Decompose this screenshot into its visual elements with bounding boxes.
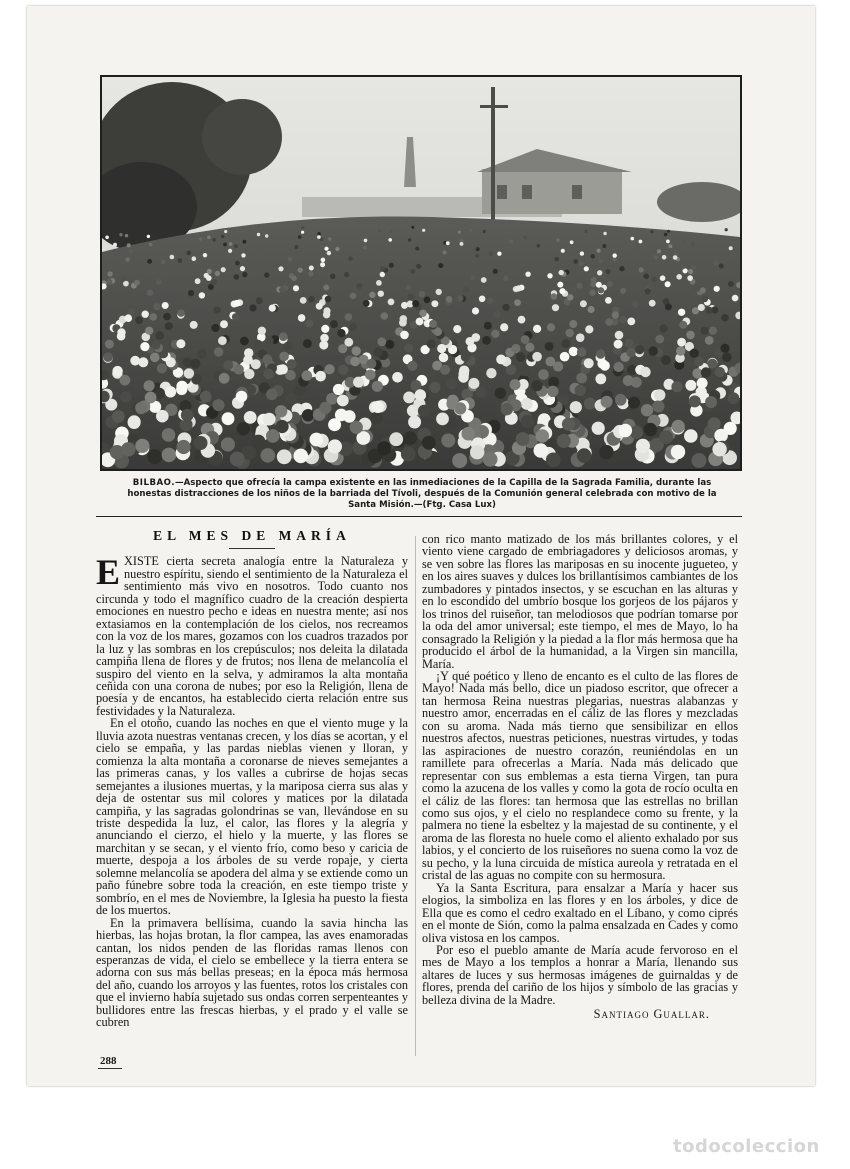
watermark-logo: todocoleccion (673, 1136, 820, 1157)
article-column-right (422, 533, 738, 1021)
author-signature: Santiago Guallar. (593, 1007, 710, 1022)
column-divider (415, 536, 416, 1056)
article-column-left (96, 530, 408, 1029)
section-rule (96, 516, 742, 517)
title-ornament (229, 544, 275, 549)
paragraph-4: ¡Y qué poético y lleno de encanto es el culto de las flores de Mayo! Nada más bello, dice un piadoso escritor, que ofrecer a tan hermosa Reina nuestras plegarias, nuestras alabanzas y nuestro amor, encerradas en el cáliz de las flores y mezcladas con su aroma. Nada más tierno que sensibilizar en ellos nuestros afectos, nuestras peticiones, nuestras virtudes, y todas las aspiraciones de nuestro corazón, reuniéndolas en un ramillete para ofrecerlas a María. Nada más delicado que representar con sus emblemas a esta tierna Virgen, tan pura como la azucena de los valles y como la gota de rocío oculta en el cáliz de las flores: tan hermosa que las estrellas no brillan como sus ojos, y el cielo no resplandece como su frente, y la palmera no tiene la esbeltez y la majestad de su continente, y el aroma de las floresta no huele como el aliento exhalado por sus labios, y el concierto de los ruiseñores no suena como la voz de su pecho, y la luna circuida de mística aureola y retratada en el cristal de las aguas no compite con su hermosura. (422, 668, 738, 883)
photo-illustration (102, 77, 740, 469)
paragraph-2: En el otoño, cuando las noches en que el viento muge y la lluvia azota nuestras ventanas crecen, y los días se acortan, y el cielo se empaña, y las pardas nieblas vienen y lloran, y comienza la alta montaña a coronarse de nieves semejantes a las primeras canas, y los valles a cubrirse de hojas secas semejantes a ilusiones muertas, y la mariposa cierra sus alas y deja de ostentar sus mil colores y matices por la dilatada campiña, y las sagradas golondrinas se van, llevándose en su triste despedida la luz, el calor, las flores y la alegría y anunciando el cierzo, el hielo y la muerte, y las flores se marchitan y se secan, y el viento frío, como beso y caricia de muerte, despoja a los árboles de su verde ropaje, y cierta solemne melancolía se apodera del alma y se extiende como un paño fúnebre sobre toda la creación, en este tiempo triste y sombrío, en el mes de Noviembre, la Iglesia ha puesto la fiesta de los muertos. (96, 716, 408, 918)
paragraph-1-text: XISTE cierta secreta analogía entre la Naturaleza y nuestro espíritu, siendo el sentimiento de la Naturaleza el sentimiento más vivo en nosotros. Todo cuanto nos circunda y todo el magnífico cuadro de la creación despierta emociones en nuestro pecho e ideas en nuestra mente; así nos extasiamos en la contemplación de los cielos, nos recreamos con la voz de los mares, gozamos con los cuadros trazados por la luz y las sombras en los crepúsculos; nos deleita la dilatada campiña llena de flores y de frutos; nos llena de melancolía el suspiro del viento en la selva, y admiramos la alta montaña ceñida con una corona de nubes; por eso la Religión, llena de poesía y de encantos, ha establecido cierta relación entre sus festividades y la Naturaleza. (96, 554, 408, 718)
caption-place: BILBAO. (132, 478, 176, 488)
paragraph-3-continued: con rico manto matizado de los más brillantes colores, y el viento viene cargado de embriagadores y deliciosos aromas, y se ven sobre las flores las mariposas en su inocente jugueteo, y en los aires suaves y dulces los brillantísimos cambiantes de los zumbadores y pintados insectos, y se escuchan en las alturas y en lo escondido del umbrío bosque los gorjeos de los pájaros y los trinos del ruiseñor, tan melodiosos que podrían tomarse por la oda del amor universal; este tiempo, el mes de Mayo, lo ha consagrado la Religión y la piedad a la flor más hermosa que ha producido el árbol de la humanidad, a la Virgen sin mancilla, María. (422, 532, 738, 671)
caption-text: —Aspecto que ofrecía la campa existente en las inmediaciones de la Capilla de la Sagrada Familia, durante las honestas distracciones de los niños de la barriada del Tívoli, después de la Comunión general celebrada con motivo de la Santa Misión.—(Ftg. Casa Lux) (127, 478, 717, 510)
drop-cap: E (96, 552, 121, 593)
paragraph-6: Por eso el pueblo amante de María acude fervoroso en el mes de Mayo a los templos a honrar a María, llenando sus altares de luces y sus hermosas imágenes de guirnaldas y de flores, prenda del cariño de los hijos y símbolo de las gracias y belleza divina de la Madre. (422, 942, 738, 1007)
paragraph-3: En la primavera bellísima, cuando la savia hincha las hierbas, las hojas brotan, la flor campea, las aves enamoradas cantan, los nidos penden de las floridas ramas llenos con esperanzas de vida, el cielo se embellece y la tierra entera se adorna con sus más bellas preseas; en la época más hermosa del año, cuando los arroyos y las fuentes, rotos los cristales con que el invierno había sujetado sus ondas corren serpenteantes y bullidores entre las frescas hierbas, y el prado y el valle se cubren (96, 915, 408, 1030)
page-number-rule (98, 1068, 122, 1069)
article-title: EL MES DE MARÍA (153, 528, 351, 543)
paragraph-5: Ya la Santa Escritura, para ensalzar a María y hacer sus elogios, la simboliza en las flores y en los árboles, y dice de Ella que es como el cedro exaltado en el Líbano, y como ciprés en el monte de Sión, como la palma ensalzada en Cades y como oliva vistosa en los campos. (422, 880, 738, 945)
crowd-photograph (100, 75, 742, 471)
photo-caption (112, 478, 732, 511)
paragraph-1 (96, 552, 408, 718)
page-number: 288 (100, 1055, 117, 1067)
